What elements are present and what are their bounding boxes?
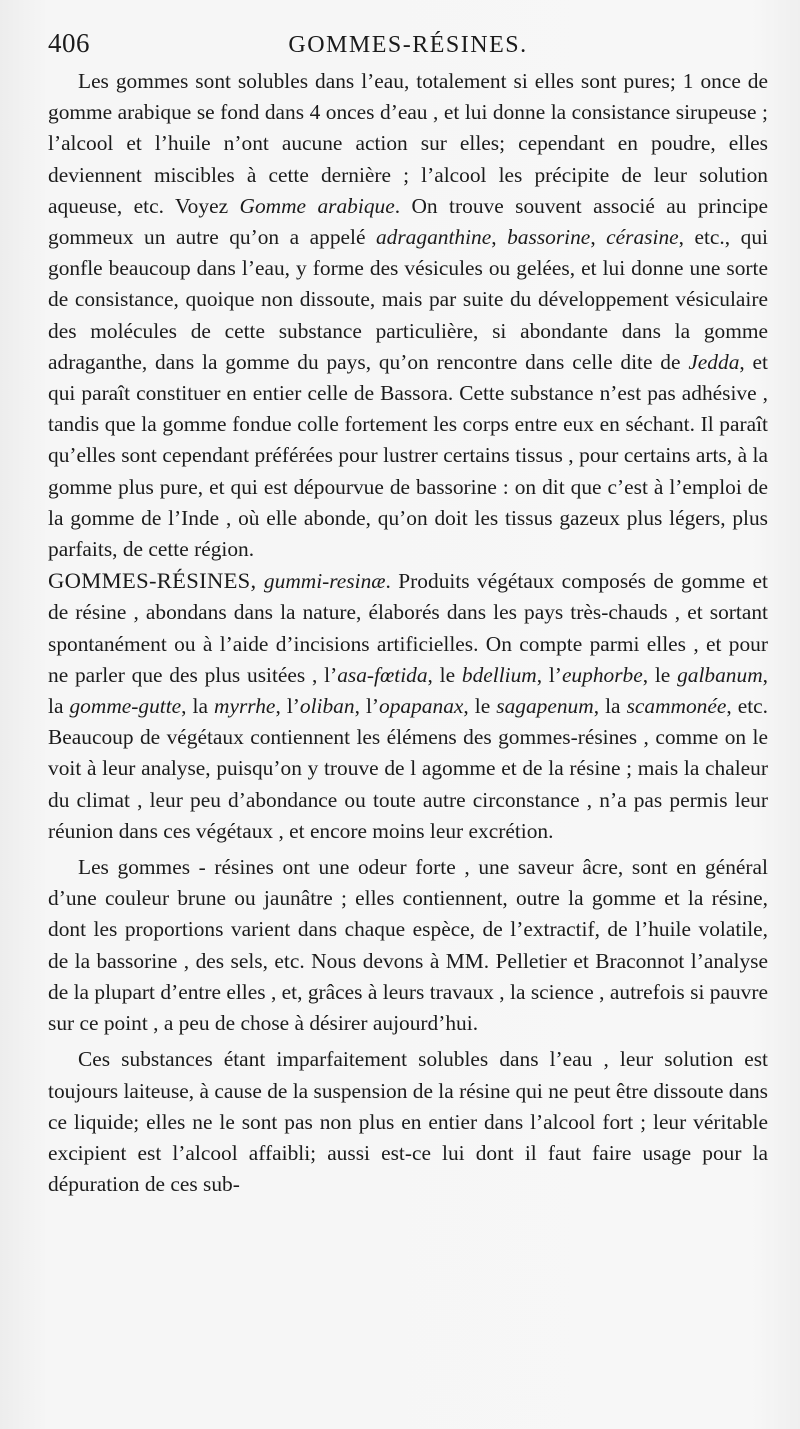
text-run: , le xyxy=(642,662,678,687)
text-run: , xyxy=(590,225,607,250)
entry-latin-name: gummi-resinæ xyxy=(263,569,386,594)
italic-term: adraganthine xyxy=(375,225,492,250)
text-run: , etc. Beaucoup de végétaux contiennent les élémens des gommes-résines , comme on le voit à leur analyse, puisqu’on y trouve de l agomme et de la résine ; mais la chaleur du climat , leur peu d’abondance ou toute autre circonstance , n’a pas permis leur réunion dans ces végétaux , et encore moins leur excrétion. xyxy=(48,694,769,843)
italic-term: sagapenum xyxy=(496,694,594,719)
text-run: . On trouve souvent associé au principe gommeux un autre qu’on a appelé xyxy=(48,193,768,250)
italic-term: cérasine xyxy=(606,225,679,250)
text-run: , xyxy=(491,225,508,250)
text-run: , etc., qui gonfle beaucoup dans l’eau, y forme des vésicules ou gelées, et lui donne une sorte de consistance, quoique non dissoute, mais par suite du développement vésiculaire des molécules de cette substance particulière, si abondante dans la gomme adraganthe, dans la gomme du pays, qu’on rencontre dans celle dite de xyxy=(48,225,768,374)
italic-term: asa-fœtida xyxy=(337,662,428,687)
italic-term: bassorine xyxy=(507,225,591,250)
italic-term: Gomme arabique xyxy=(239,193,395,218)
italic-term: Jedda xyxy=(688,349,740,374)
text-run: , la xyxy=(48,662,769,719)
text-run: . Produits végétaux composés de gomme et de résine , abondans dans la nature, élaborés dans les pays très-chauds , et sortant spontanément ou à l’aide d’incisions artificielles. On compte parmi elles , et pour ne parler que des plus usitées , l’ xyxy=(48,569,768,687)
paragraph-properties: Les gommes - résines ont une odeur forte , une saveur âcre, sont en général d’une couleur brune ou jaunâtre ; elles contiennent, outre la gomme et la résine, dont les proportions varient dans chaque espèce, de l’extractif, de l’huile volatile, de la bassorine , des sels, etc. Nous devons à MM. Pelletier et Braconnot l’analyse de la plupart d’entre elles , et, grâces à leurs travaux , la science , autrefois si pauvre sur ce point , a peu de chose à désirer aujourd’hui. xyxy=(48,855,768,1036)
entry-gommes-resines xyxy=(48,565,768,847)
entry-headword: GOMMES-RÉSINES, xyxy=(48,568,257,594)
page-header xyxy=(48,28,768,68)
italic-term: gomme-gutte xyxy=(69,694,182,719)
paragraph-gommes-solubility xyxy=(48,66,768,565)
italic-term: scammonée xyxy=(626,694,727,719)
text-run: , la xyxy=(181,694,215,719)
italic-term: oliban xyxy=(299,694,355,719)
text-run: Les gommes sont solubles dans l’eau, totalement si elles sont pures; 1 once de gomme arabique se fond dans 4 onces d’eau , et lui donne la consistance sirupeuse ; l’alcool et l’huile n’ont aucune action sur elles; cependant en poudre, elles deviennent miscibles à cette dernière ; l’alcool les précipite de leur solution aqueuse, etc. Voyez xyxy=(48,69,768,218)
running-head: GOMMES-RÉSINES. xyxy=(288,32,528,58)
text-run: , le xyxy=(463,694,497,719)
italic-term: myrrhe xyxy=(214,694,276,719)
text-run: , l’ xyxy=(354,694,380,719)
italic-term: galbanum xyxy=(677,662,763,687)
italic-term: bdellium xyxy=(461,662,537,687)
text-run: , le xyxy=(427,662,462,687)
paragraph-solubility: Ces substances étant imparfaitement solubles dans l’eau , leur solution est toujours laiteuse, à cause de la suspension de la résine qui ne peut être dissoute dans ce liquide; elles ne le sont pas non plus en entier dans l’alcool fort ; leur véritable excipient est l’alcool affaibli; aussi est-ce lui dont il faut faire usage pour la dépuration de ces sub- xyxy=(48,1047,768,1197)
text-run: , la xyxy=(593,694,627,719)
text-run: , et qui paraît constituer en entier celle de Bassora. Cette substance n’est pas adhésive , tandis que la gomme fondue colle fortement les corps entre eux en séchant. Il paraît qu’elles sont cependant préférées pour lustrer certains tissus , pour certains arts, à la gomme plus pure, et qui est dépourvue de bassorine : on dit que c’est à l’emploi de la gomme de l’Inde , où elle abonde, qu’on doit les tissus gazeux plus légers, plus parfaits, de cette région. xyxy=(48,349,768,562)
italic-term: euphorbe xyxy=(561,662,643,687)
text-run: , l’ xyxy=(536,662,562,687)
text-run: , l’ xyxy=(275,694,300,719)
body-text xyxy=(48,66,768,1200)
page-number: 406 xyxy=(48,28,90,58)
italic-term: opapanax xyxy=(379,694,464,719)
